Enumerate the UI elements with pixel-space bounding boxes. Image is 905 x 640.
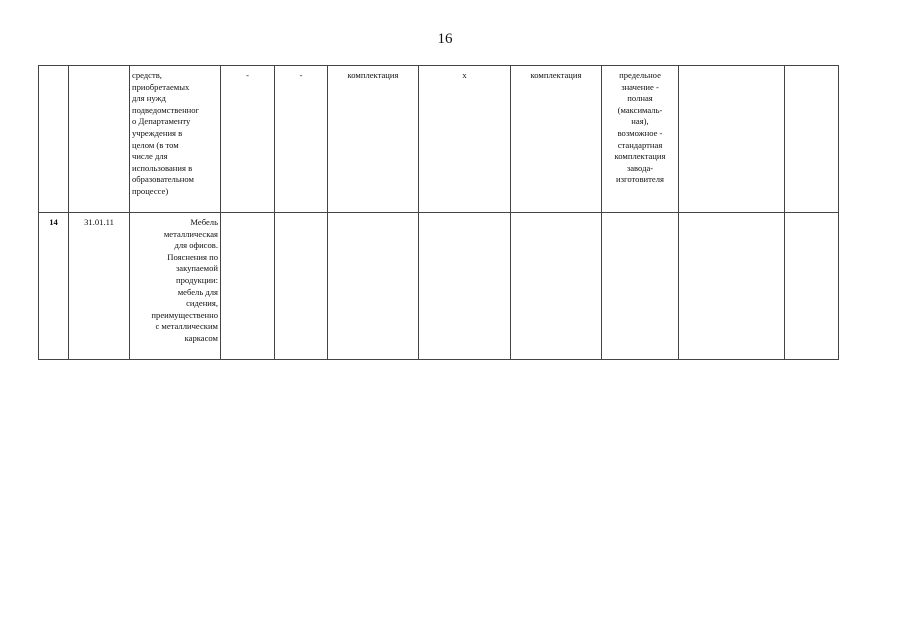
limit-value-cell [602, 213, 679, 360]
characteristic-cell [328, 213, 419, 360]
okpd-code-cell [69, 66, 130, 213]
empty-cell [785, 213, 839, 360]
row-number-cell [39, 66, 69, 213]
characteristic-cell: комплектация [328, 66, 419, 213]
empty-cell [679, 66, 785, 213]
okpd-code-cell: 31.01.11 [69, 213, 130, 360]
characteristic-cell: комплектация [511, 66, 602, 213]
table-row [39, 66, 839, 213]
value-cell: - [221, 66, 275, 213]
characteristic-cell [511, 213, 602, 360]
value-cell: - [275, 66, 328, 213]
specification-table [38, 65, 839, 360]
value-cell [419, 213, 511, 360]
row-number-cell: 14 [39, 213, 69, 360]
product-name-cell: Мебель металлическая для офисов. Пояснения по закупаемой продукции: мебель для сидения, преимущественно с металлическим каркасом [130, 213, 221, 360]
page-number: 16 [437, 31, 453, 47]
empty-cell [679, 213, 785, 360]
table-row [39, 213, 839, 360]
limit-value-cell: предельное значение - полная (максималь- ная), возможное - стандартная комплектация завода- изготовителя [602, 66, 679, 213]
empty-cell [785, 66, 839, 213]
product-name-cell: средств, приобретаемых для нужд подведомственног о Департаменту учреждения в целом (в том числе для использования в образовательном процессе) [130, 66, 221, 213]
value-cell [221, 213, 275, 360]
value-cell: х [419, 66, 511, 213]
value-cell [275, 213, 328, 360]
